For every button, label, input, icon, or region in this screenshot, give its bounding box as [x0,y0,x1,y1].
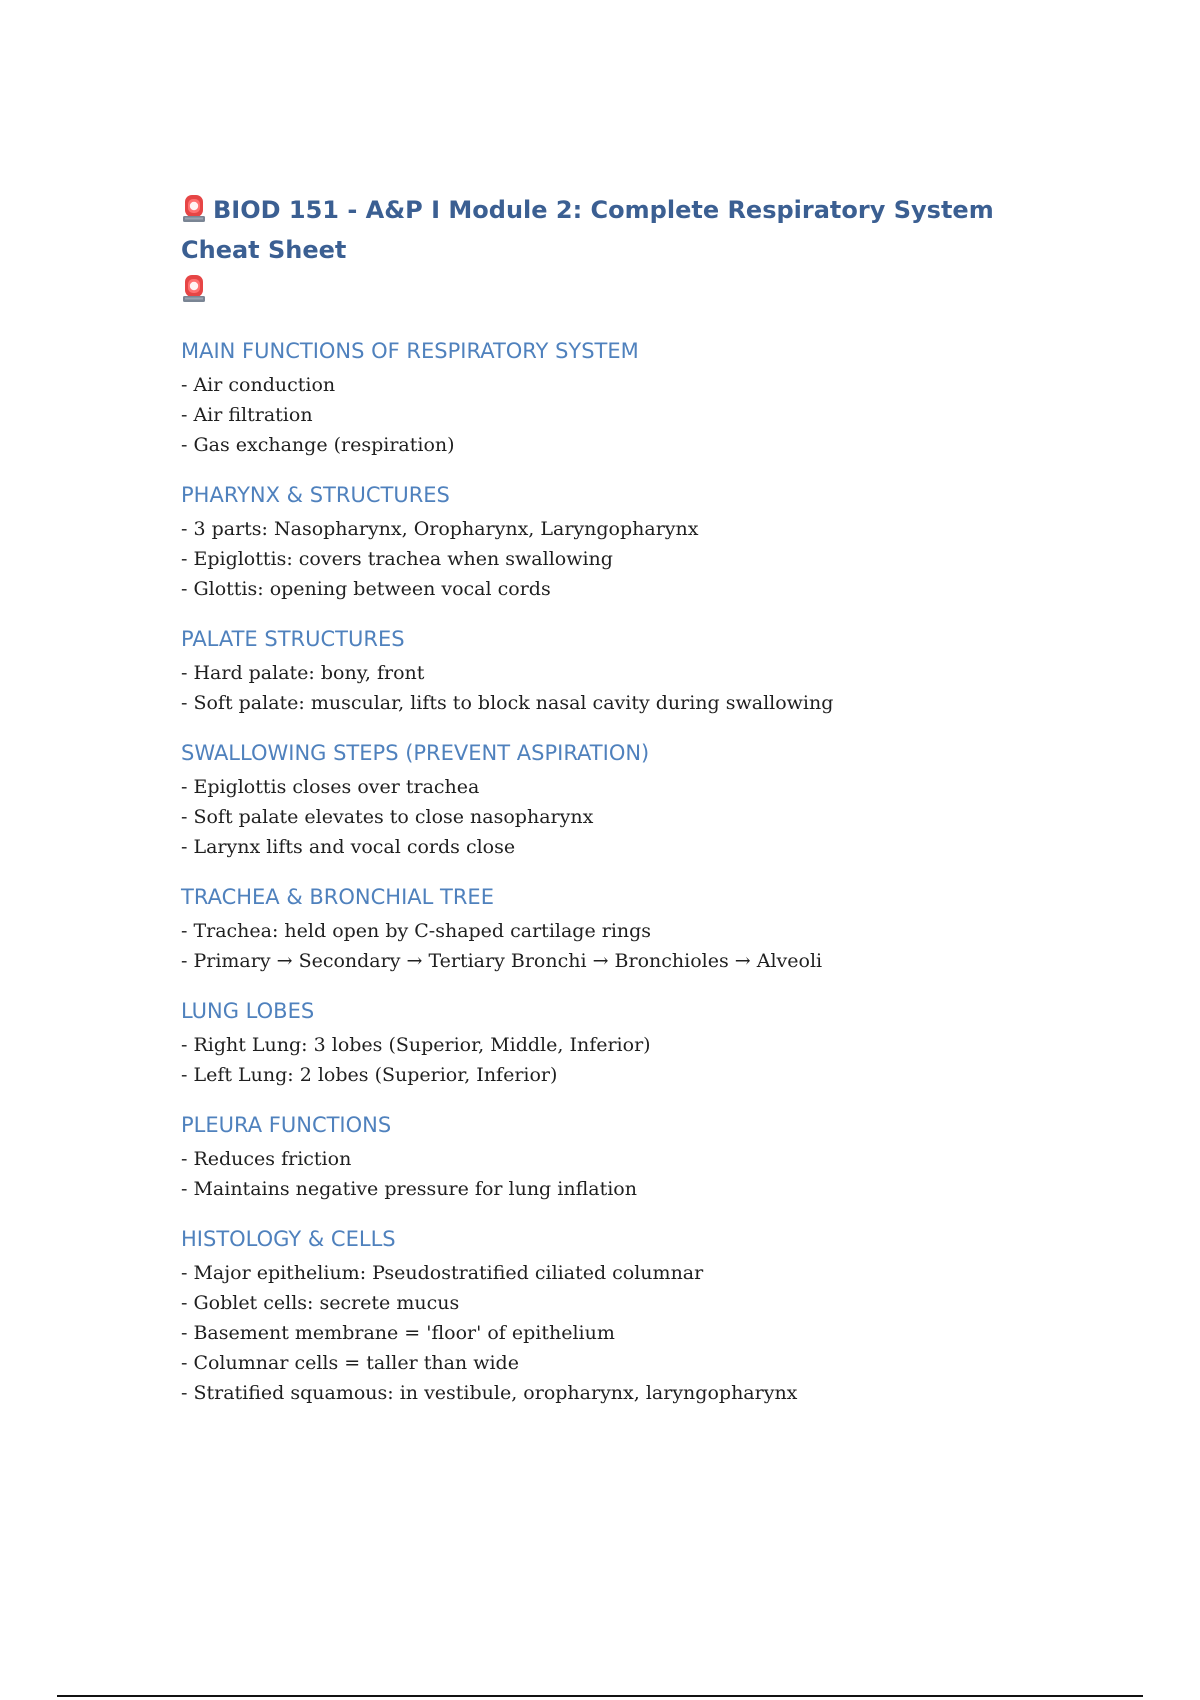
section-item-list [181,1258,1061,1408]
list-item: - Primary → Secondary → Tertiary Bronchi → Bronchioles → Alveoli [181,950,823,972]
section-heading: HISTOLOGY & CELLS [181,1227,396,1251]
section-heading: SWALLOWING STEPS (PREVENT ASPIRATION) [181,741,650,765]
list-item: - Columnar cells = taller than wide [181,1352,519,1374]
list-item: - Larynx lifts and vocal cords close [181,836,516,858]
section-heading: TRACHEA & BRONCHIAL TREE [181,885,494,909]
section-heading: PALATE STRUCTURES [181,627,405,651]
list-item: - Epiglottis: covers trachea when swallowing [181,548,613,570]
list-item: - Right Lung: 3 lobes (Superior, Middle, Inferior) [181,1034,651,1056]
section [181,738,1061,862]
document-title-text: BIOD 151 - A&P I Module 2: Complete Respiratory System Cheat Sheet [181,196,994,264]
section-item-list [181,916,1061,976]
section [181,336,1061,460]
section [181,624,1061,718]
police-car-light-icon [181,272,207,304]
list-item: - Maintains negative pressure for lung inflation [181,1178,637,1200]
section [181,1224,1061,1408]
list-item: - Gas exchange (respiration) [181,434,455,456]
sections-container [181,336,1061,1408]
list-item: - Air conduction [181,374,336,396]
section-item-list [181,1030,1061,1090]
section [181,996,1061,1090]
list-item: - Trachea: held open by C-shaped cartilage rings [181,920,652,942]
list-item: - Major epithelium: Pseudostratified ciliated columnar [181,1262,704,1284]
list-item: - Hard palate: bony, front [181,662,425,684]
footer-divider [57,1695,1143,1697]
list-item: - Reduces friction [181,1148,352,1170]
section [181,882,1061,976]
section-heading: PLEURA FUNCTIONS [181,1113,392,1137]
section-heading: PHARYNX & STRUCTURES [181,483,450,507]
list-item: - Basement membrane = 'floor' of epithelium [181,1322,615,1344]
section-item-list [181,1144,1061,1204]
list-item: - Goblet cells: secrete mucus [181,1292,460,1314]
list-item: - Epiglottis closes over trachea [181,776,480,798]
section-heading: MAIN FUNCTIONS OF RESPIRATORY SYSTEM [181,339,639,363]
list-item: - Glottis: opening between vocal cords [181,578,551,600]
list-item: - Soft palate elevates to close nasopharynx [181,806,594,828]
document-content [181,190,1061,1428]
list-item: - Stratified squamous: in vestibule, oropharynx, laryngopharynx [181,1382,798,1404]
section-item-list [181,370,1061,460]
section [181,1110,1061,1204]
police-car-light-icon [181,192,207,224]
list-item: - Air filtration [181,404,313,426]
list-item: - Left Lung: 2 lobes (Superior, Inferior) [181,1064,558,1086]
list-item: - Soft palate: muscular, lifts to block nasal cavity during swallowing [181,692,834,714]
section [181,480,1061,604]
list-item: - 3 parts: Nasopharynx, Oropharynx, Laryngopharynx [181,518,699,540]
document-title [181,190,1061,310]
section-item-list [181,514,1061,604]
section-item-list [181,772,1061,862]
section-item-list [181,658,1061,718]
section-heading: LUNG LOBES [181,999,315,1023]
